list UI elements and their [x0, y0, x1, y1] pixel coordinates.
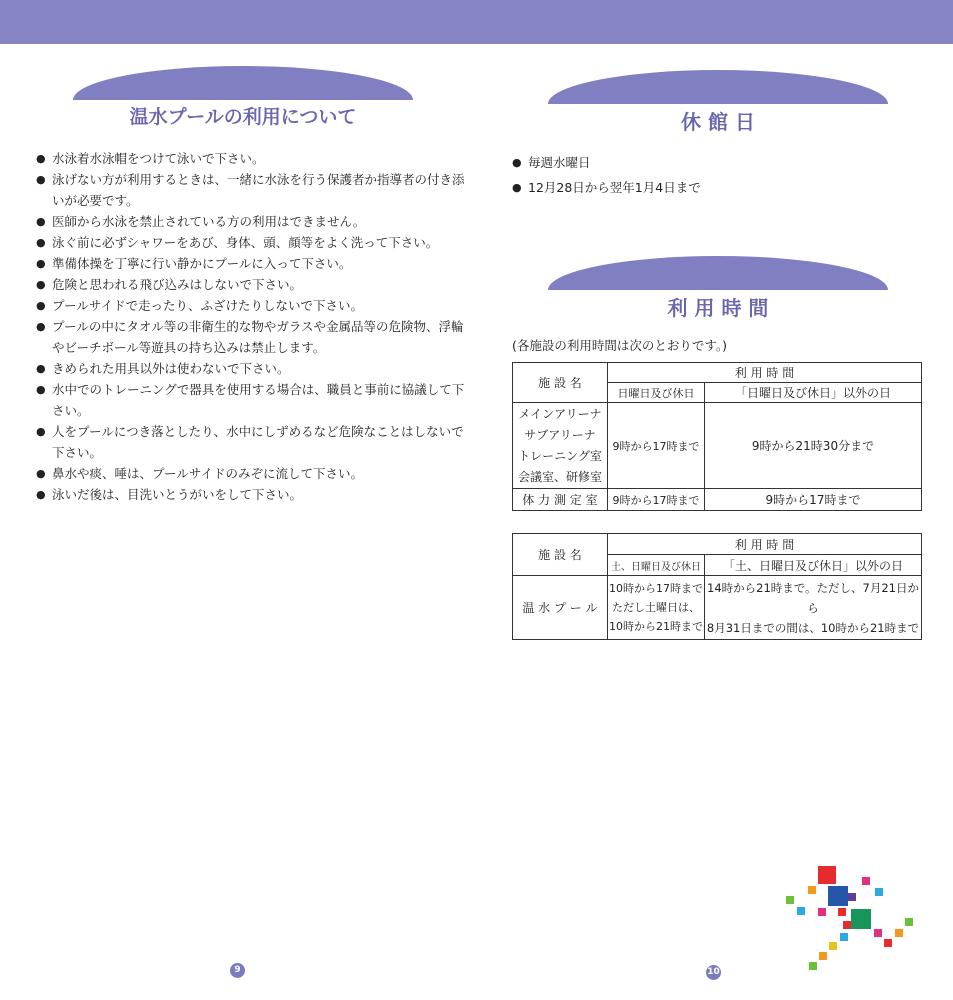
table-cell: 9時から17時まで — [608, 403, 705, 489]
section-arc-closed — [548, 70, 888, 104]
closed-days-title: 休 館 日 — [681, 110, 755, 134]
hours-table-pool — [512, 533, 922, 640]
table-cell — [705, 576, 922, 640]
cell-line: 8月31日までの間は、10時から21時まで — [706, 620, 920, 635]
section-arc-hours — [548, 256, 888, 290]
hours-table-facilities — [512, 362, 922, 511]
facility-name: 温 水 プ ー ル — [513, 576, 608, 640]
col-other-days: 「日曜日及び休日」以外の日 — [705, 383, 922, 403]
pool-rules-title: 温水プールの利用について — [129, 106, 357, 128]
hours-header: 利 用 時 間 — [608, 534, 922, 555]
list-item: ● 危険と思われる飛び込みはしないで下さい。 — [36, 274, 466, 295]
list-item: ● 12月28日から翌年1月4日まで — [512, 175, 701, 200]
facility-header: 施 設 名 — [513, 363, 608, 403]
facility-name: メインアリーナ — [518, 406, 602, 421]
list-item: ● 毎週水曜日 — [512, 150, 701, 175]
pool-rules-list — [36, 148, 466, 505]
col-sunday-holiday: 日曜日及び休日 — [608, 383, 705, 403]
table-cell — [608, 576, 705, 640]
cell-line: 14時から21時まで。ただし、7月21日から — [707, 580, 919, 615]
list-item: ● 泳ぐ前に必ずシャワーをあび、身体、頭、顔等をよく洗って下さい。 — [36, 232, 466, 253]
table-cell: 9時から21時30分まで — [705, 403, 922, 489]
list-item: ● 水中でのトレーニングで器具を使用する場合は、職員と事前に協議して下さい。 — [36, 379, 466, 421]
table-cell: 9時から17時まで — [608, 489, 705, 511]
facility-cell — [513, 403, 608, 489]
facility-name: 体 力 測 定 室 — [513, 489, 608, 511]
closed-days-list — [512, 150, 701, 200]
hours-title: 利 用 時 間 — [667, 296, 769, 320]
table-cell: 9時から17時まで — [705, 489, 922, 511]
list-item: ● プールの中にタオル等の非衛生的な物やガラスや金属品等の危険物、浮輪やビーチボール等遊具の持ち込みは禁止します。 — [36, 316, 466, 358]
facility-header: 施 設 名 — [513, 534, 608, 576]
list-item: ● 鼻水や痰、唾は、プールサイドのみぞに流して下さい。 — [36, 463, 466, 484]
list-item: ● 人をプールにつき落としたり、水中にしずめるなど危険なことはしないで下さい。 — [36, 421, 466, 463]
cell-line: 10時から17時まで — [609, 582, 703, 595]
list-item: ● 水泳着水泳帽をつけて泳いで下さい。 — [36, 148, 466, 169]
facility-name: トレーニング室 — [518, 448, 602, 463]
col-sat-sun-holiday: 土、日曜日及び休日 — [608, 555, 705, 576]
section-arc-pool — [73, 66, 413, 100]
list-item: ● プールサイドで走ったり、ふざけたりしないで下さい。 — [36, 295, 466, 316]
col-other-days: 「土、日曜日及び休日」以外の日 — [705, 555, 922, 576]
facility-name: 会議室、研修室 — [517, 469, 602, 484]
page-number-right: 10 — [706, 965, 721, 980]
list-item: ● 泳いだ後は、目洗いとうがいをして下さい。 — [36, 484, 466, 505]
list-item: ● 泳げない方が利用するときは、一緒に水泳を行う保護者か指導者の付き添いが必要です。 — [36, 169, 466, 211]
facility-name: サブアリーナ — [524, 427, 596, 442]
hours-note: (各施設の利用時間は次のとおりです。) — [512, 338, 728, 353]
cell-line: ただし土曜日は、 — [612, 601, 700, 614]
top-color-band — [0, 0, 953, 44]
cell-line: 10時から21時まで — [609, 620, 703, 633]
hours-header: 利 用 時 間 — [608, 363, 922, 383]
list-item: ● 準備体操を丁寧に行い静かにプールに入って下さい。 — [36, 253, 466, 274]
page-number-left: 9 — [230, 963, 245, 978]
list-item: ● きめられた用具以外は使わないで下さい。 — [36, 358, 466, 379]
list-item: ● 医師から水泳を禁止されている方の利用はできません。 — [36, 211, 466, 232]
